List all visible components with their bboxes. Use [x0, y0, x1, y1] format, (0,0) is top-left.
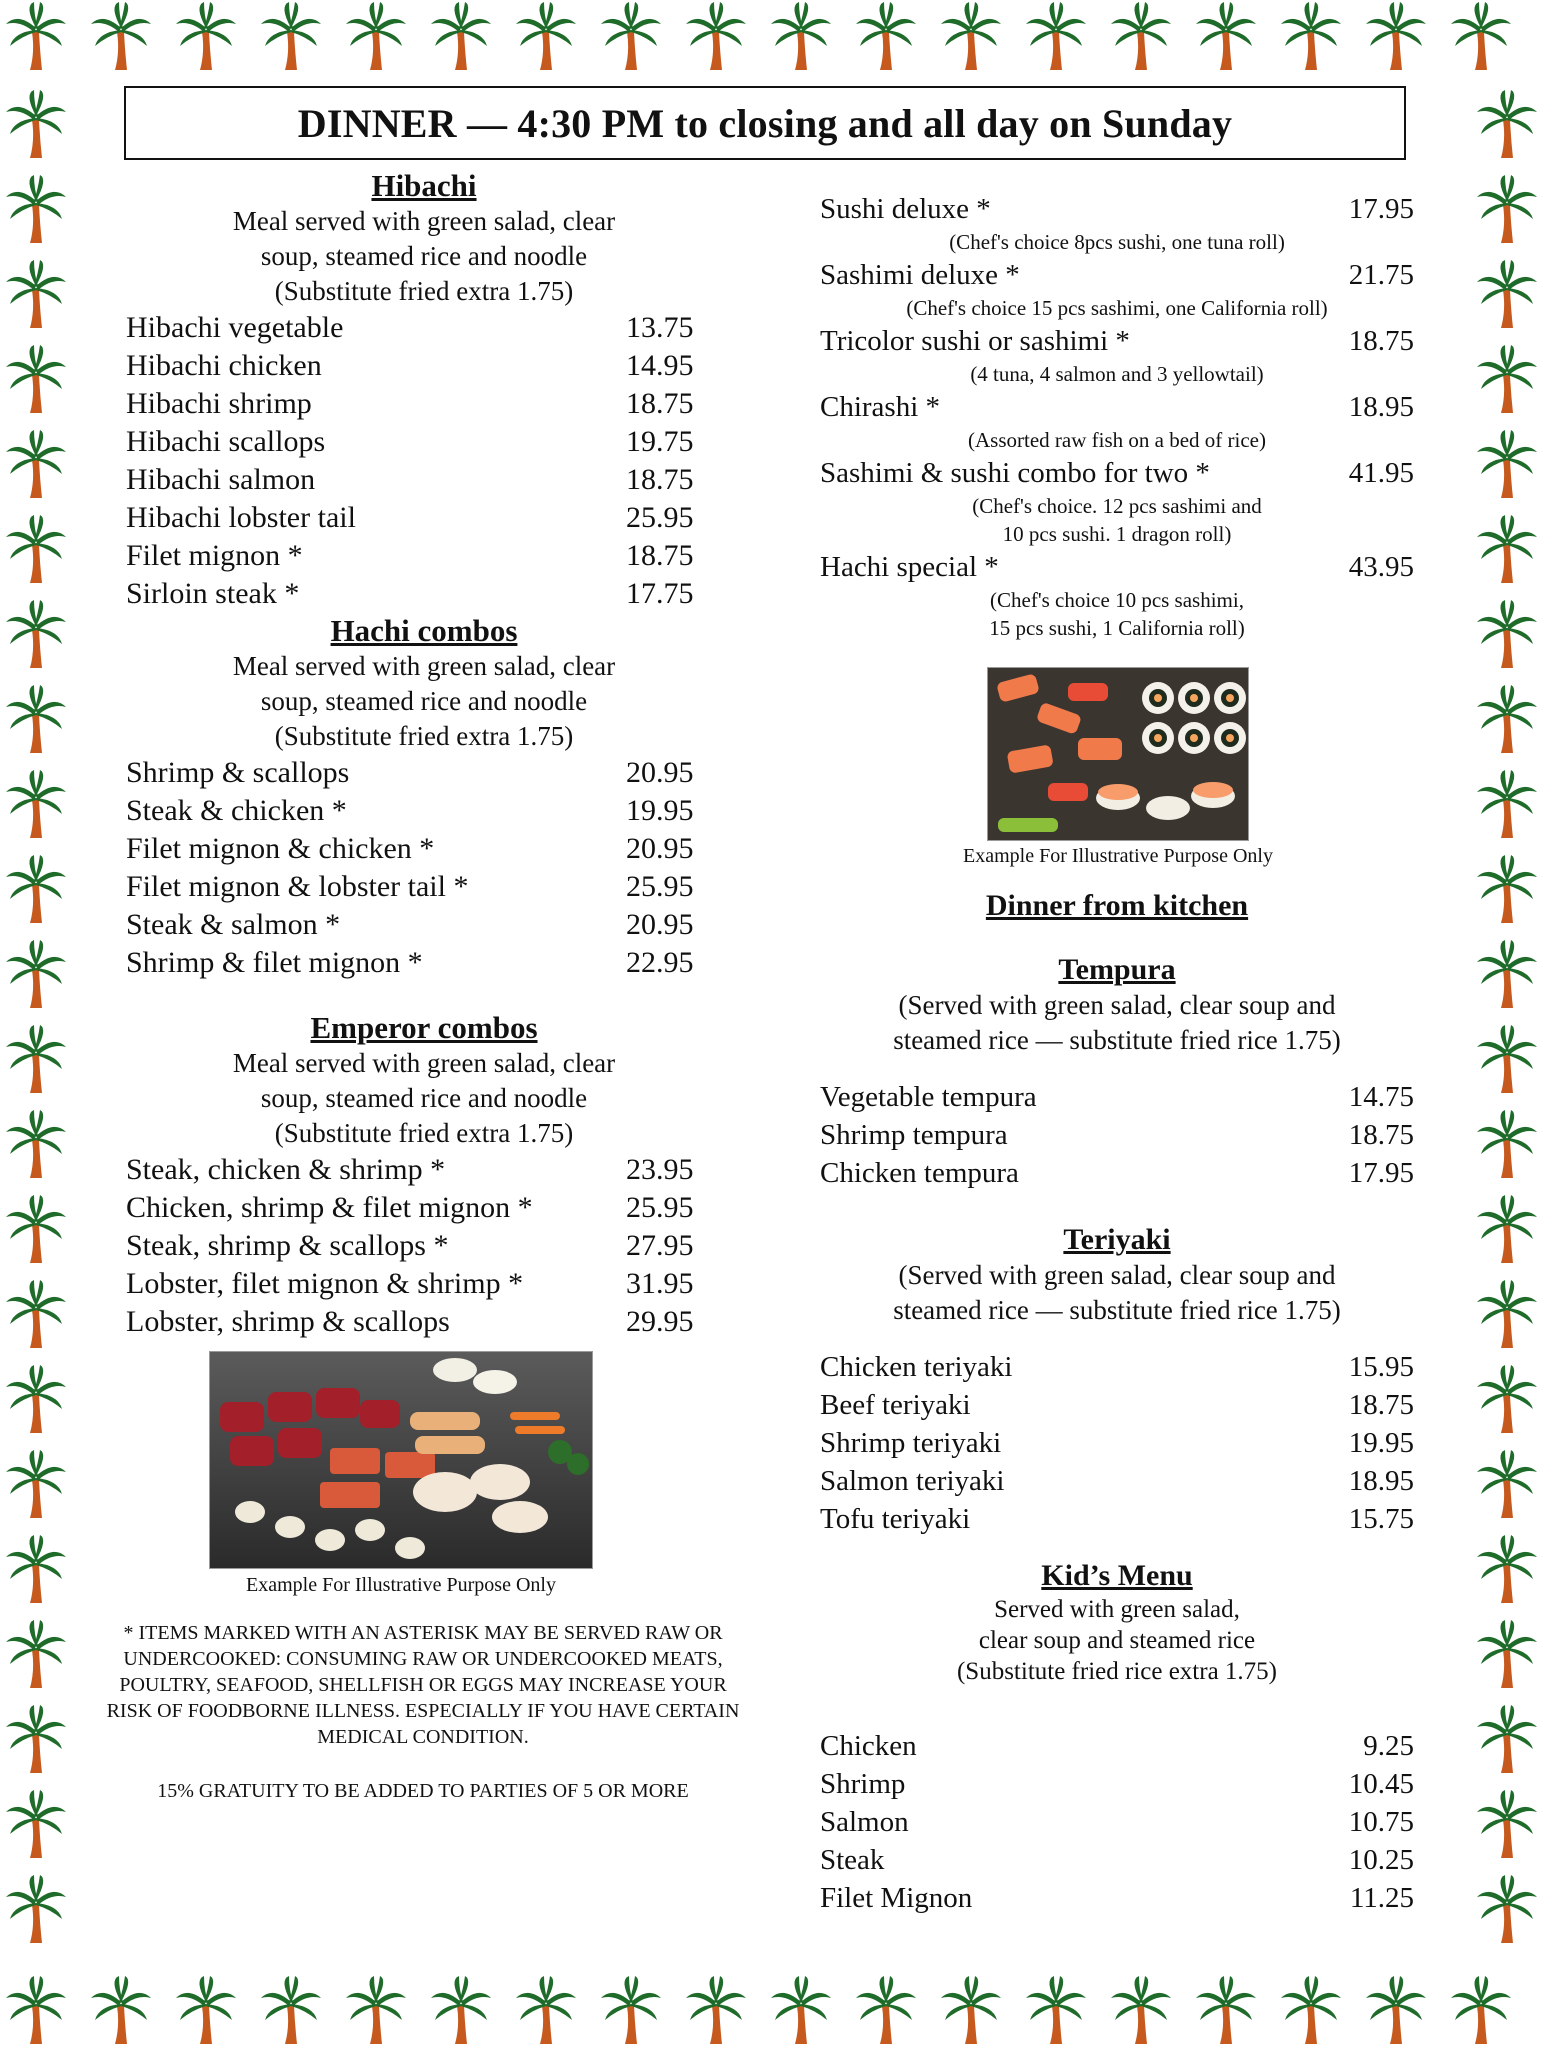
palm-tree-icon [4, 1976, 68, 2046]
palm-tree-icon [1475, 1365, 1539, 1435]
desc-line: soup, steamed rice and noodle [260, 241, 588, 271]
item-price: 14.95 [626, 349, 694, 382]
item-name: Sashimi & sushi combo for two * [820, 457, 1210, 489]
palm-tree-icon [4, 770, 68, 840]
hachi-combo-row [126, 830, 756, 868]
palm-tree-icon [599, 1976, 663, 2046]
item-name: Tricolor sushi or sashimi * [820, 325, 1130, 357]
item-price: 18.95 [1348, 391, 1414, 423]
sushi-list [820, 190, 1420, 642]
desc-line: (Served with green salad, clear soup and [898, 990, 1336, 1020]
palm-tree-icon [1024, 2, 1088, 72]
emperor-combos-heading: Emperor combos [310, 1010, 538, 1045]
item-name: Salmon [820, 1806, 909, 1838]
kids-menu-heading: Kid’s Menu [1041, 1559, 1193, 1592]
palm-tree-icon [1475, 1450, 1539, 1520]
item-note: 15 pcs sushi, 1 California roll) [989, 616, 1245, 640]
kids-row [820, 1879, 1414, 1917]
item-price: 19.75 [626, 425, 694, 458]
emperor-combo-row [126, 1151, 756, 1189]
item-price: 25.95 [626, 870, 694, 903]
palm-tree-icon [4, 600, 68, 670]
item-name: Hibachi vegetable [126, 311, 344, 344]
item-price: 25.95 [626, 501, 694, 534]
hibachi-row [126, 499, 756, 537]
item-note: (Chef's choice 10 pcs sashimi, [990, 588, 1244, 612]
item-price: 10.25 [1348, 1844, 1414, 1876]
item-name: Steak & salmon * [126, 908, 341, 941]
item-price: 10.45 [1348, 1768, 1414, 1800]
hibachi-row [126, 575, 756, 613]
item-note: 10 pcs sushi. 1 dragon roll) [1002, 522, 1232, 546]
item-name: Hachi special * [820, 551, 999, 583]
kids-row [820, 1803, 1414, 1841]
item-price: 43.95 [1348, 551, 1414, 583]
item-price: 10.75 [1348, 1806, 1414, 1838]
palm-tree-icon [4, 1875, 68, 1945]
hibachi-food-photo [209, 1351, 593, 1569]
item-price: 20.95 [626, 908, 694, 941]
item-price: 18.75 [1348, 1119, 1414, 1151]
item-price: 9.25 [1363, 1730, 1414, 1762]
teriyaki-row [820, 1500, 1414, 1538]
palm-tree-icon [344, 1976, 408, 2046]
item-name: Vegetable tempura [820, 1081, 1037, 1113]
item-price: 11.25 [1349, 1882, 1414, 1914]
palm-tree-icon [4, 685, 68, 755]
palm-tree-icon [1475, 1195, 1539, 1265]
desc-line: steamed rice — substitute fried rice 1.75) [893, 1025, 1341, 1055]
desc-line: steamed rice — substitute fried rice 1.75) [893, 1295, 1341, 1325]
emperor-combo-row [126, 1189, 756, 1227]
item-price: 31.95 [626, 1267, 694, 1300]
palm-tree-icon [4, 1705, 68, 1775]
raw-food-disclaimer: * ITEMS MARKED WITH AN ASTERISK MAY BE SERVED RAW OR UNDERCOOKED: CONSUMING RAW OR UNDERCOOKED MEATS, POULTRY, SEAFOOD, SHELLFISH OR EGGS MAY INCREASE YOUR RISK OF FOODBORNE ILLNESS. ESPECIALLY IF YOU HAVE CERTAIN MEDICAL CONDITION. [106, 1622, 740, 1748]
item-note: (Chef's choice 15 pcs sashimi, one California roll) [906, 296, 1328, 320]
kids-row [820, 1727, 1414, 1765]
palm-tree-icon [4, 1110, 68, 1180]
item-name: Sashimi deluxe * [820, 259, 1020, 291]
desc-line: (Substitute fried rice extra 1.75) [956, 1658, 1278, 1685]
gratuity-note: 15% GRATUITY TO BE ADDED TO PARTIES OF 5 OR MORE [157, 1780, 689, 1802]
desc-line: (Substitute fried extra 1.75) [274, 721, 574, 751]
hachi-combos-description [126, 649, 722, 754]
palm-tree-icon [4, 2, 68, 72]
item-price: 25.95 [626, 1191, 694, 1224]
palm-tree-icon [1475, 1110, 1539, 1180]
left-column [126, 168, 756, 1341]
item-name: Shrimp tempura [820, 1119, 1008, 1151]
desc-line: Meal served with green salad, clear [232, 206, 616, 236]
palm-tree-icon [1475, 1875, 1539, 1945]
teriyaki-heading: Teriyaki [1063, 1223, 1171, 1256]
palm-tree-icon [4, 345, 68, 415]
item-name: Hibachi salmon [126, 463, 316, 496]
palm-tree-icon [1475, 685, 1539, 755]
item-price: 18.75 [626, 387, 694, 420]
palm-tree-icon [1475, 1280, 1539, 1350]
hibachi-row [126, 537, 756, 575]
page-title: DINNER — 4:30 PM to closing and all day on Sunday [297, 100, 1233, 146]
palm-tree-icon [939, 1976, 1003, 2046]
item-price: 17.95 [1348, 193, 1414, 225]
item-name: Beef teriyaki [820, 1389, 971, 1421]
palm-tree-icon [4, 260, 68, 330]
palm-tree-icon [259, 1976, 323, 2046]
palm-tree-icon [684, 2, 748, 72]
palm-tree-icon [1449, 1976, 1513, 2046]
title-box [124, 86, 1406, 160]
desc-line: (Substitute fried extra 1.75) [274, 1118, 574, 1148]
palm-tree-icon [1475, 1025, 1539, 1095]
item-name: Chicken, shrimp & filet mignon * [126, 1191, 533, 1224]
tempura-row [820, 1078, 1414, 1116]
palm-tree-icon [344, 2, 408, 72]
item-name: Hibachi scallops [126, 425, 326, 458]
tempura-description [820, 988, 1414, 1058]
hibachi-row [126, 461, 756, 499]
palm-tree-icon [1109, 1976, 1173, 2046]
palm-tree-icon [769, 2, 833, 72]
tempura-list [820, 1078, 1414, 1192]
palm-tree-icon [514, 1976, 578, 2046]
emperor-combo-row [126, 1227, 756, 1265]
item-name: Filet mignon & lobster tail * [126, 870, 469, 903]
palm-tree-icon [1475, 515, 1539, 585]
palm-tree-icon [684, 1976, 748, 2046]
right-column [820, 190, 1420, 642]
emperor-combo-row [126, 1265, 756, 1303]
item-name: Hibachi lobster tail [126, 501, 356, 534]
item-name: Hibachi chicken [126, 349, 322, 382]
item-name: Filet Mignon [820, 1882, 973, 1914]
teriyaki-list [820, 1348, 1414, 1538]
sushi-row [820, 454, 1414, 492]
item-price: 19.95 [1348, 1427, 1414, 1459]
hibachi-description [126, 204, 722, 309]
item-name: Sirloin steak * [126, 577, 300, 610]
desc-line: soup, steamed rice and noodle [260, 686, 588, 716]
item-name: Steak, shrimp & scallops * [126, 1229, 449, 1262]
item-price: 23.95 [626, 1153, 694, 1186]
palm-tree-icon [1279, 2, 1343, 72]
item-price: 20.95 [626, 832, 694, 865]
sushi-row [820, 548, 1414, 586]
palm-tree-icon [1279, 1976, 1343, 2046]
palm-tree-icon [1024, 1976, 1088, 2046]
sushi-row [820, 322, 1414, 360]
item-name: Chicken [820, 1730, 917, 1762]
item-note: (Chef's choice. 12 pcs sashimi and [972, 494, 1262, 518]
palm-tree-icon [1475, 430, 1539, 500]
desc-line: Served with green salad, [994, 1596, 1240, 1623]
hachi-combo-row [126, 792, 756, 830]
palm-tree-icon [4, 1535, 68, 1605]
desc-line: clear soup and steamed rice [978, 1627, 1256, 1654]
palm-tree-icon [1194, 1976, 1258, 2046]
hibachi-row [126, 347, 756, 385]
item-name: Lobster, shrimp & scallops [126, 1305, 450, 1338]
palm-tree-icon [1475, 1705, 1539, 1775]
palm-tree-icon [1475, 855, 1539, 925]
palm-tree-icon [1364, 1976, 1428, 2046]
item-price: 18.75 [626, 463, 694, 496]
palm-tree-icon [4, 515, 68, 585]
palm-tree-icon [1109, 2, 1173, 72]
palm-tree-icon [429, 1976, 493, 2046]
item-price: 17.75 [626, 577, 694, 610]
emperor-combos-description [126, 1046, 722, 1151]
item-name: Lobster, filet mignon & shrimp * [126, 1267, 524, 1300]
item-price: 19.95 [626, 794, 694, 827]
palm-tree-icon [514, 2, 578, 72]
teriyaki-description [820, 1258, 1414, 1328]
item-name: Shrimp teriyaki [820, 1427, 1002, 1459]
desc-line: (Substitute fried extra 1.75) [274, 276, 574, 306]
desc-line: Meal served with green salad, clear [232, 1048, 616, 1078]
item-name: Sushi deluxe * [820, 193, 991, 225]
item-note: (4 tuna, 4 salmon and 3 yellowtail) [970, 362, 1264, 386]
item-price: 21.75 [1348, 259, 1414, 291]
desc-line: (Served with green salad, clear soup and [898, 1260, 1336, 1290]
item-note: (Chef's choice 8pcs sushi, one tuna roll) [949, 230, 1285, 254]
palm-tree-icon [939, 2, 1003, 72]
palm-tree-icon [1194, 2, 1258, 72]
item-price: 18.95 [1348, 1465, 1414, 1497]
palm-tree-icon [1475, 1620, 1539, 1690]
item-name: Filet mignon * [126, 539, 303, 572]
tempura-row [820, 1116, 1414, 1154]
item-name: Shrimp & scallops [126, 756, 350, 789]
palm-tree-icon [4, 90, 68, 160]
item-name: Filet mignon & chicken * [126, 832, 435, 865]
hachi-combo-row [126, 754, 756, 792]
item-note: (Assorted raw fish on a bed of rice) [968, 428, 1266, 452]
kids-description [820, 1594, 1414, 1687]
teriyaki-row [820, 1424, 1414, 1462]
item-name: Salmon teriyaki [820, 1465, 1005, 1497]
item-price: 27.95 [626, 1229, 694, 1262]
item-name: Shrimp [820, 1768, 906, 1800]
item-name: Chirashi * [820, 391, 941, 423]
palm-tree-icon [1475, 600, 1539, 670]
item-price: 22.95 [626, 946, 694, 979]
palm-tree-icon [4, 430, 68, 500]
palm-tree-icon [259, 2, 323, 72]
kids-row [820, 1841, 1414, 1879]
sushi-food-photo [987, 667, 1249, 841]
palm-tree-icon [769, 1976, 833, 2046]
tempura-row [820, 1154, 1414, 1192]
palm-tree-icon [89, 2, 153, 72]
palm-tree-icon [854, 2, 918, 72]
right-photo-caption: Example For Illustrative Purpose Only [963, 845, 1273, 867]
palm-tree-icon [174, 2, 238, 72]
item-name: Tofu teriyaki [820, 1503, 971, 1535]
item-name: Shrimp & filet mignon * [126, 946, 423, 979]
palm-tree-icon [1449, 2, 1513, 72]
palm-tree-icon [4, 1620, 68, 1690]
kids-row [820, 1765, 1414, 1803]
item-price: 17.95 [1348, 1157, 1414, 1189]
palm-tree-icon [4, 1450, 68, 1520]
item-name: Chicken teriyaki [820, 1351, 1013, 1383]
hachi-combo-row [126, 944, 756, 982]
hachi-combos-heading: Hachi combos [330, 613, 518, 648]
palm-tree-icon [854, 1976, 918, 2046]
kids-menu-list [820, 1727, 1414, 1917]
item-price: 13.75 [626, 311, 694, 344]
left-photo-caption: Example For Illustrative Purpose Only [246, 1574, 556, 1596]
teriyaki-row [820, 1348, 1414, 1386]
palm-tree-icon [4, 1025, 68, 1095]
hibachi-heading: Hibachi [371, 168, 477, 203]
kitchen-section [820, 888, 1414, 1917]
palm-tree-icon [429, 2, 493, 72]
teriyaki-row [820, 1462, 1414, 1500]
hibachi-row [126, 309, 756, 347]
emperor-combo-row [126, 1303, 756, 1341]
item-price: 14.75 [1348, 1081, 1414, 1113]
emperor-combos-list [126, 1151, 756, 1341]
item-price: 15.75 [1348, 1503, 1414, 1535]
palm-tree-icon [1475, 345, 1539, 415]
hachi-combo-row [126, 868, 756, 906]
palm-tree-icon [1475, 90, 1539, 160]
palm-tree-icon [1475, 260, 1539, 330]
palm-tree-icon [4, 1195, 68, 1265]
desc-line: Meal served with green salad, clear [232, 651, 616, 681]
item-name: Chicken tempura [820, 1157, 1019, 1189]
item-price: 18.75 [1348, 1389, 1414, 1421]
palm-tree-icon [599, 2, 663, 72]
hibachi-row [126, 423, 756, 461]
palm-tree-icon [1475, 1535, 1539, 1605]
palm-tree-icon [89, 1976, 153, 2046]
palm-tree-icon [4, 1280, 68, 1350]
item-price: 20.95 [626, 756, 694, 789]
desc-line: soup, steamed rice and noodle [260, 1083, 588, 1113]
palm-tree-icon [4, 1790, 68, 1860]
hibachi-row [126, 385, 756, 423]
palm-tree-icon [1475, 940, 1539, 1010]
item-price: 18.75 [1348, 325, 1414, 357]
palm-tree-icon [4, 855, 68, 925]
item-price: 41.95 [1348, 457, 1414, 489]
item-name: Steak [820, 1844, 885, 1876]
palm-tree-icon [4, 1365, 68, 1435]
sushi-row [820, 388, 1414, 426]
teriyaki-row [820, 1386, 1414, 1424]
item-price: 29.95 [626, 1305, 694, 1338]
palm-tree-icon [1475, 175, 1539, 245]
item-price: 15.95 [1348, 1351, 1414, 1383]
sushi-row [820, 256, 1414, 294]
palm-tree-icon [1475, 770, 1539, 840]
item-name: Steak & chicken * [126, 794, 347, 827]
palm-tree-icon [4, 940, 68, 1010]
sushi-row [820, 190, 1414, 228]
item-name: Hibachi shrimp [126, 387, 312, 420]
hibachi-list [126, 309, 756, 613]
item-name: Steak, chicken & shrimp * [126, 1153, 446, 1186]
palm-tree-icon [1364, 2, 1428, 72]
palm-tree-icon [174, 1976, 238, 2046]
tempura-heading: Tempura [1058, 953, 1176, 986]
palm-tree-icon [1475, 1790, 1539, 1860]
dinner-from-kitchen-heading: Dinner from kitchen [985, 889, 1249, 922]
hachi-combo-row [126, 906, 756, 944]
hachi-combos-list [126, 754, 756, 982]
palm-tree-icon [4, 175, 68, 245]
item-price: 18.75 [626, 539, 694, 572]
